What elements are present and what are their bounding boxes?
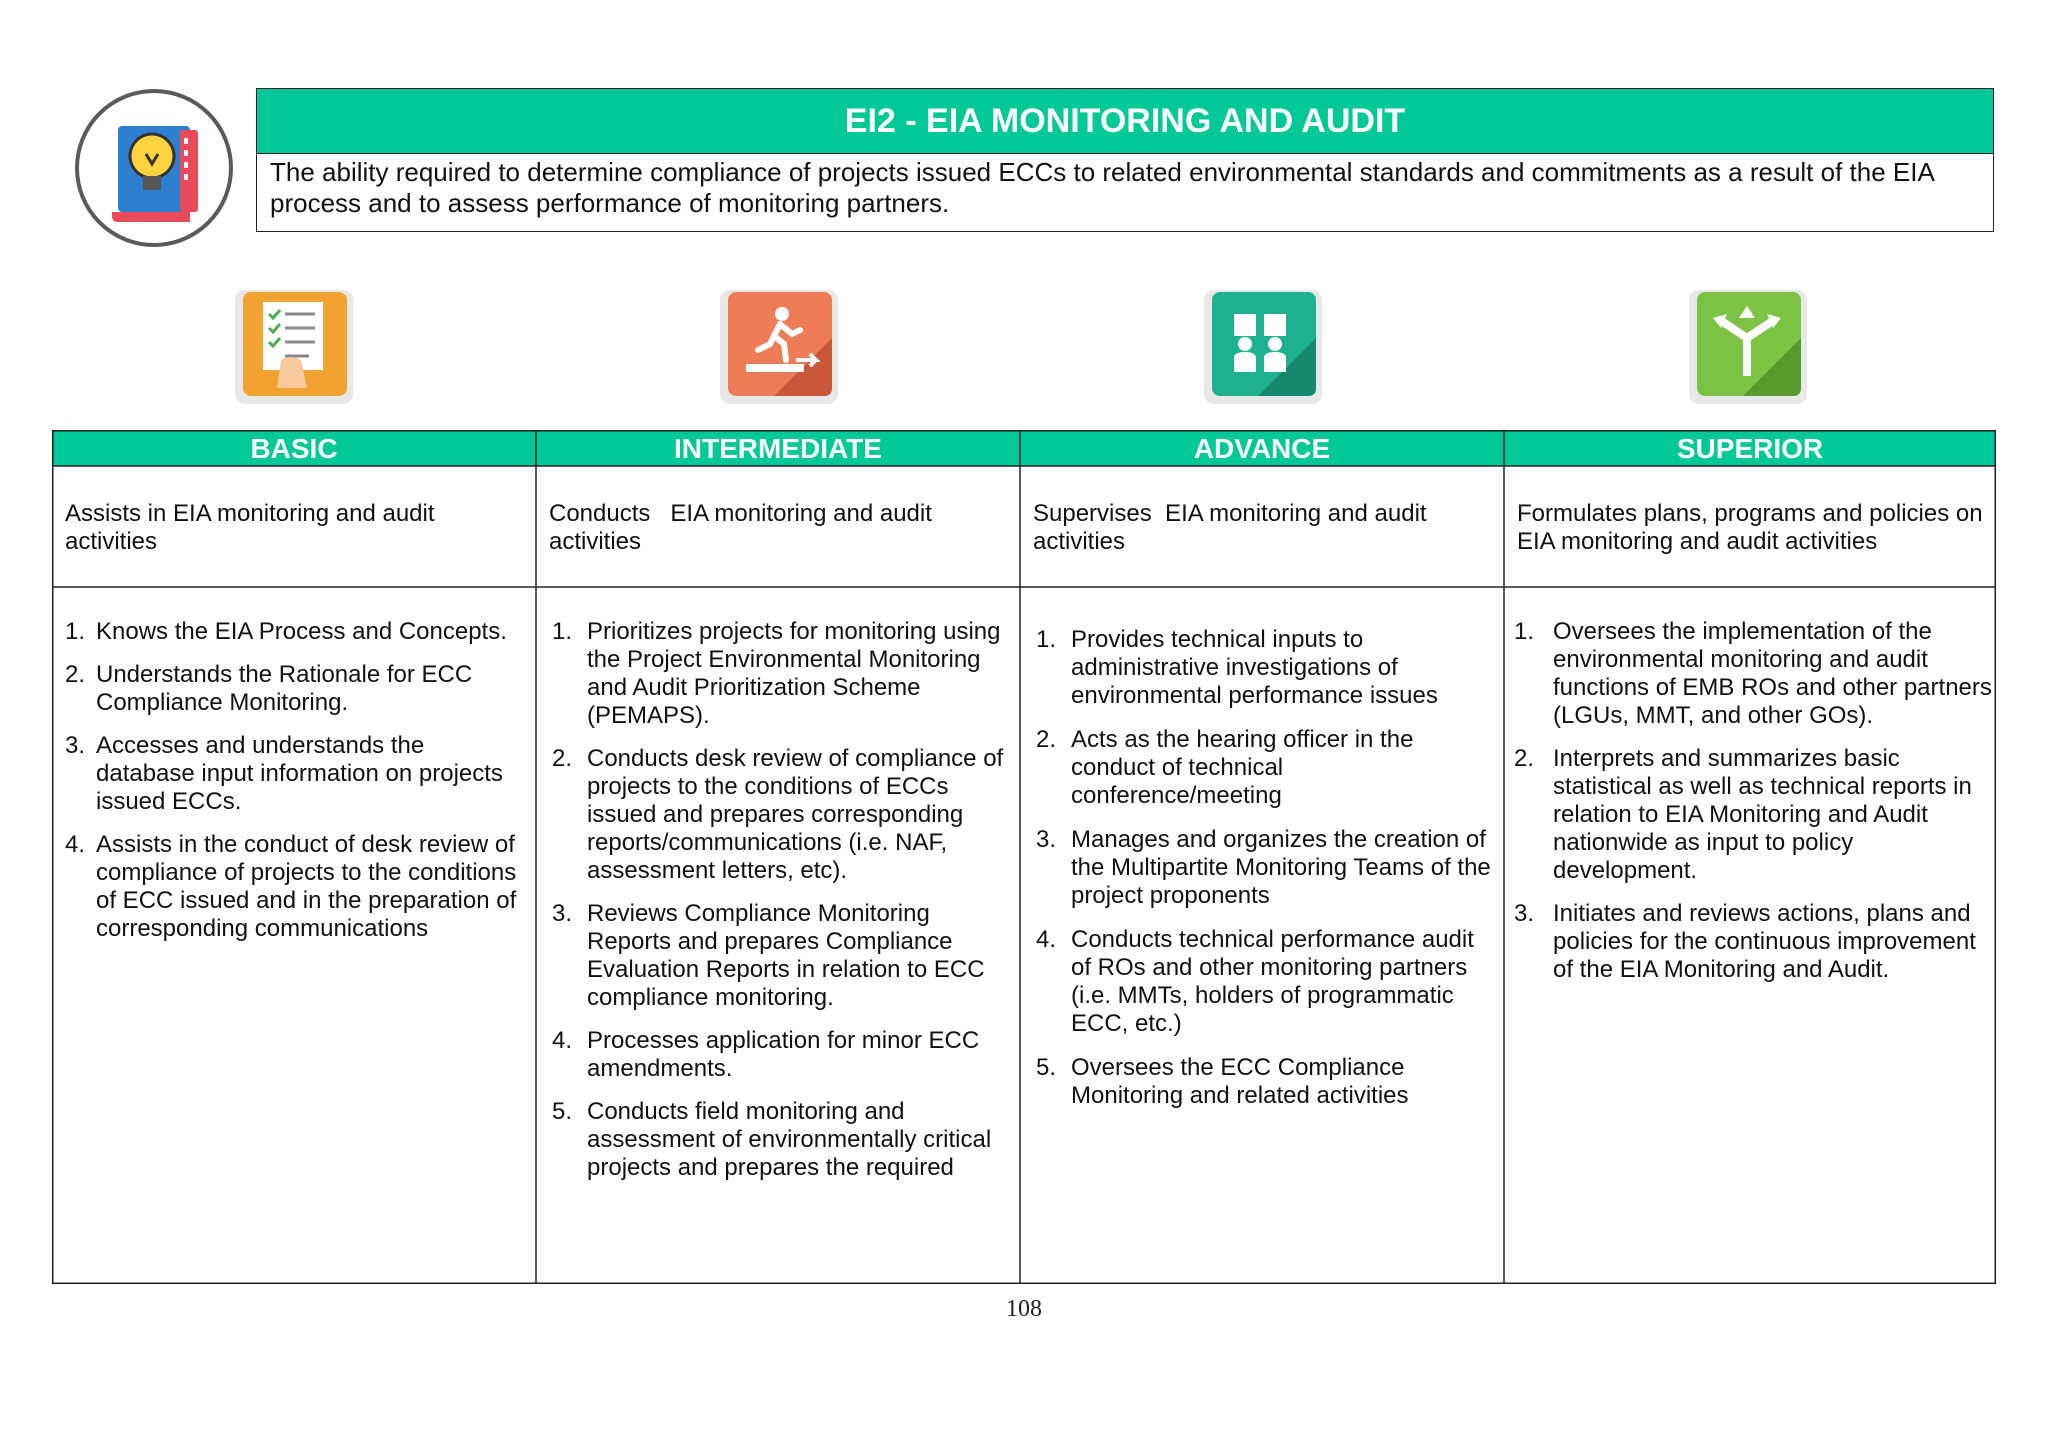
column-heading-basic: BASIC xyxy=(250,433,338,464)
list-item: 5. Conducts field monitoring and assessment of environmentally critical projects and prepares the required xyxy=(552,1098,992,1181)
level-description-advance: Supervises EIA monitoring and audit activities xyxy=(1033,500,1434,555)
list-item: 1. Knows the EIA Process and Concepts. xyxy=(65,618,507,645)
list-item: 4. Assists in the conduct of desk review of compliance of projects to the conditions of ECC issued and in the preparation of corresponding communications xyxy=(65,831,517,942)
book-lightbulb-icon xyxy=(72,88,236,248)
list-item: 2. Conducts desk review of compliance of projects to the conditions of ECCs issued and prepares corresponding reports/communications (i.e. NAF, assessment letters, etc). xyxy=(552,745,1004,884)
list-item: 4. Conducts technical performance audit of ROs and other monitoring partners (i.e. MMTs, holders of programmatic ECC, etc.) xyxy=(1036,926,1474,1037)
running-man-stairs-icon xyxy=(714,280,844,410)
list-item: 3. Manages and organizes the creation of the Multipartite Monitoring Teams of the project proponents xyxy=(1036,826,1491,909)
competency-description: The ability required to determine compliance of projects issued ECCs to related environmental standards and commitments as a result of the EIA process and to assess performance of monitoring partners. xyxy=(270,157,1934,218)
list-item: 1. Prioritizes projects for monitoring using the Project Environmental Monitoring and Audit Prioritization Scheme (PEMAPS). xyxy=(552,618,1001,729)
indicator-list-intermediate xyxy=(552,618,1014,1182)
indicator-list-basic xyxy=(65,618,527,943)
list-item: 5. Oversees the ECC Compliance Monitoring and related activities xyxy=(1036,1054,1409,1109)
competency-levels-table xyxy=(52,430,2003,1284)
list-item: 3. Accesses and understands the database input information on projects issued ECCs. xyxy=(65,732,503,815)
page-number: 108 xyxy=(1006,1296,1042,1322)
level-description-superior: Formulates plans, programs and policies on EIA monitoring and audit activities xyxy=(1517,500,2003,555)
list-item: 2. Interprets and summarizes basic statistical as well as technical reports in relation to EIA Monitoring and Audit nationwide as input to policy development. xyxy=(1514,745,1972,884)
list-item: 1. Provides technical inputs to administrative investigations of environmental performance issues xyxy=(1036,626,1438,709)
level-description-intermediate: Conducts EIA monitoring and audit activities xyxy=(549,500,939,555)
list-item: 1. Oversees the implementation of the environmental monitoring and audit functions of EMB ROs and other partners (LGUs, MMT, and other GOs). xyxy=(1514,618,1992,729)
list-item: 2. Acts as the hearing officer in the conduct of technical conference/meeting xyxy=(1036,726,1414,809)
indicator-list-superior xyxy=(1514,618,1992,984)
list-item: 2. Understands the Rationale for ECC Compliance Monitoring. xyxy=(65,661,473,716)
column-heading-superior: SUPERIOR xyxy=(1676,433,1824,464)
list-item: 3. Initiates and reviews actions, plans and policies for the continuous improvement of the EIA Monitoring and Audit. xyxy=(1514,900,1976,983)
list-item: 4. Processes application for minor ECC amendments. xyxy=(552,1027,980,1082)
indicator-list-advance xyxy=(1036,626,1498,1110)
competency-header xyxy=(256,88,1994,232)
competency-title: EI2 - EIA MONITORING AND AUDIT xyxy=(257,89,1993,154)
diverging-arrows-icon xyxy=(1683,280,1813,410)
checklist-icon xyxy=(229,280,359,410)
list-item: 3. Reviews Compliance Monitoring Reports and prepares Compliance Evaluation Reports in relation to ECC compliance monitoring. xyxy=(552,900,985,1011)
level-description-basic: Assists in EIA monitoring and audit activities xyxy=(65,500,435,555)
people-puzzle-icon xyxy=(1198,280,1328,410)
column-heading-intermediate: INTERMEDIATE xyxy=(674,433,882,464)
column-heading-advance: ADVANCE xyxy=(1193,433,1331,464)
